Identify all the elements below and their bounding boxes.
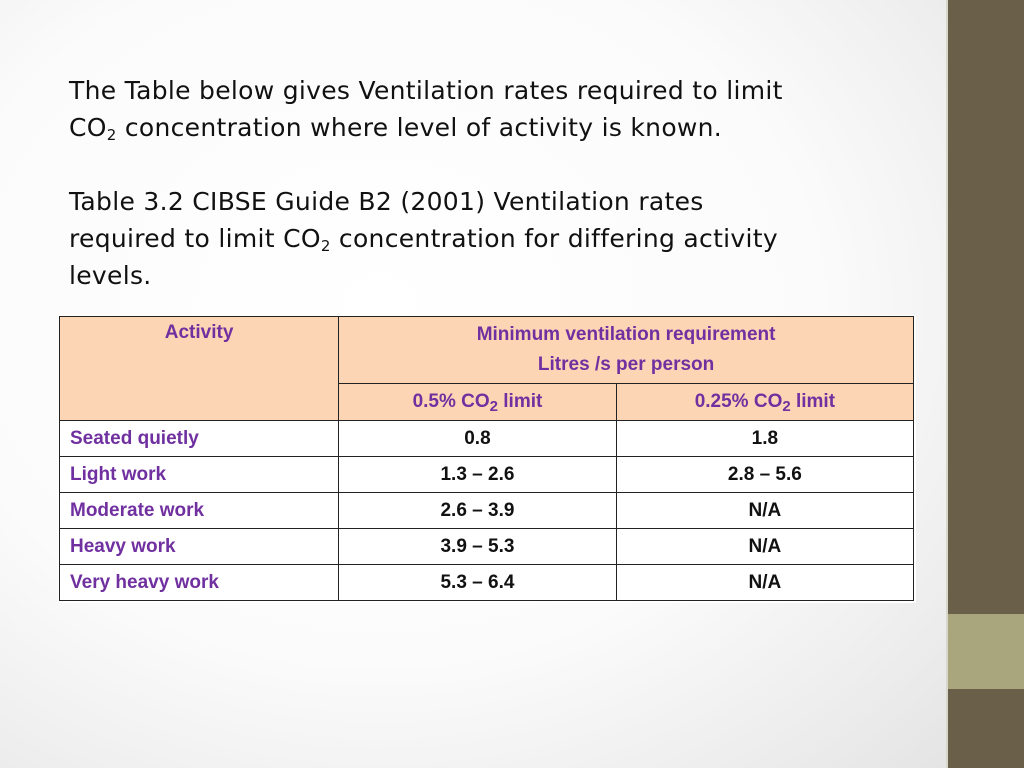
slide-text	[69, 72, 929, 294]
intro-line-2-end: concentration where level of activity is known.	[116, 113, 723, 142]
co2-subscript: 2	[320, 237, 331, 255]
value-cell-0-25: N/A	[616, 529, 913, 565]
intro-paragraph	[69, 72, 929, 146]
value-cell-0-5: 1.3 – 2.6	[339, 457, 617, 493]
header-min-line-1: Minimum ventilation requirement	[476, 324, 776, 345]
value-cell-0-25: 2.8 – 5.6	[616, 457, 913, 493]
caption-line-1: Table 3.2 CIBSE Guide B2 (2001) Ventilation rates	[69, 187, 704, 216]
table-row	[60, 493, 914, 529]
caption-line-3: levels.	[69, 261, 152, 290]
activity-cell: Light work	[60, 457, 339, 493]
header-activity: Activity	[60, 317, 339, 421]
table-header-row	[60, 317, 914, 384]
caption-line-2-end: concentration for differing activity	[330, 224, 778, 253]
intro-line-1: The Table below gives Ventilation rates required to limit	[69, 76, 783, 105]
activity-cell: Moderate work	[60, 493, 339, 529]
table-caption	[69, 183, 929, 294]
value-cell-0-25: N/A	[616, 493, 913, 529]
table-row	[60, 457, 914, 493]
table-row	[60, 529, 914, 565]
value-cell-0-5: 5.3 – 6.4	[339, 565, 617, 601]
value-cell-0-5: 2.6 – 3.9	[339, 493, 617, 529]
activity-cell: Heavy work	[60, 529, 339, 565]
table-row	[60, 421, 914, 457]
ventilation-table	[59, 316, 914, 601]
header-min-line-2: Litres /s per person	[537, 354, 715, 375]
intro-line-2-start: CO	[69, 113, 107, 142]
value-cell-0-25: 1.8	[616, 421, 913, 457]
caption-line-2-start: required to limit CO	[69, 224, 321, 253]
value-cell-0-25: N/A	[616, 565, 913, 601]
co2-subscript: 2	[106, 126, 117, 144]
header-col-0-25-limit: 0.25% $CO_2$ limit	[616, 384, 913, 421]
sidebar-accent-block	[948, 614, 1024, 689]
activity-cell: Very heavy work	[60, 565, 339, 601]
value-cell-0-5: 0.8	[339, 421, 617, 457]
header-minimum-ventilation	[339, 317, 914, 384]
activity-cell: Seated quietly	[60, 421, 339, 457]
value-cell-0-5: 3.9 – 5.3	[339, 529, 617, 565]
header-col-0-5-limit: 0.5% $CO_2$ limit	[339, 384, 617, 421]
table-row	[60, 565, 914, 601]
